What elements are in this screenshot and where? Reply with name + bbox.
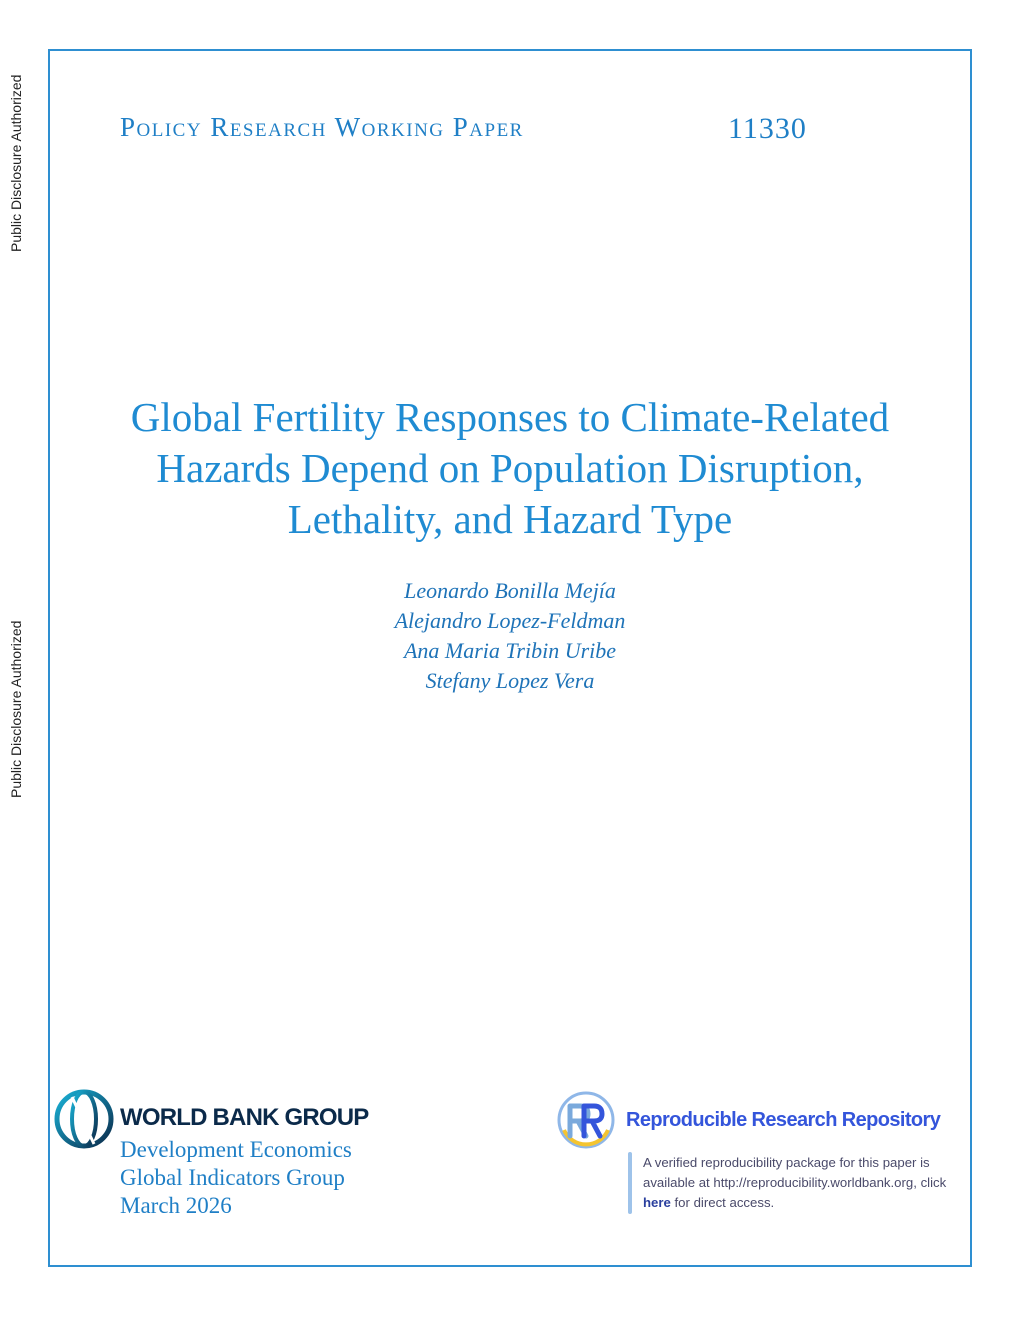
author-name: Ana Maria Tribin Uribe xyxy=(403,638,617,663)
rr-here-link[interactable]: here xyxy=(643,1195,671,1210)
world-bank-group-wordmark: WORLD BANK GROUP xyxy=(120,1104,369,1131)
rr-accent-bar xyxy=(628,1152,632,1214)
title-line: Lethality, and Hazard Type xyxy=(287,496,733,542)
author-name: Alejandro Lopez-Feldman xyxy=(394,608,626,633)
publisher-info xyxy=(120,1136,352,1220)
title-line: Hazards Depend on Population Disruption, xyxy=(156,445,864,491)
publication-date: March 2026 xyxy=(120,1193,232,1218)
department-name: Development Economics xyxy=(120,1137,352,1162)
series-title: Policy Research Working Paper xyxy=(120,112,524,142)
rr-text-outro: for direct access. xyxy=(670,1195,775,1210)
author-name: Leonardo Bonilla Mejía xyxy=(404,578,616,603)
rr-logo-icon xyxy=(556,1090,616,1150)
group-name: Global Indicators Group xyxy=(120,1165,345,1190)
title-line: Global Fertility Responses to Climate-Related xyxy=(130,394,890,440)
rr-description xyxy=(643,1153,963,1213)
globe-icon xyxy=(54,1089,114,1149)
author-list xyxy=(60,576,960,696)
paper-number: 11330 xyxy=(728,112,807,145)
rr-repository-name: Reproducible Research Repository xyxy=(626,1109,941,1131)
paper-title xyxy=(60,392,960,545)
disclosure-label-top: Public Disclosure Authorized xyxy=(8,74,24,252)
author-name: Stefany Lopez Vera xyxy=(425,668,595,693)
rr-text-intro: A verified reproducibility package for this paper is available at http://reproducibility.worldbank.org, click xyxy=(643,1155,947,1190)
disclosure-label-bottom: Public Disclosure Authorized xyxy=(8,620,24,798)
